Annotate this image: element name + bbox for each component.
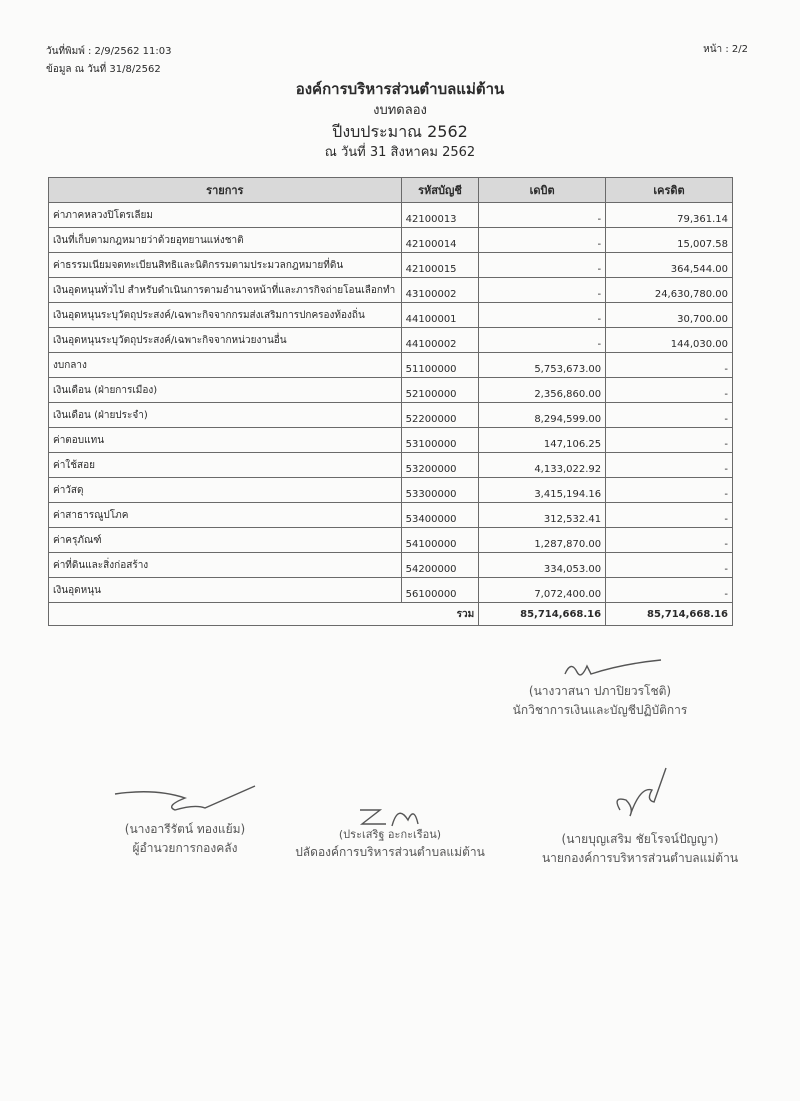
report-titles <box>0 80 800 161</box>
clerk-title: ปลัดองค์การบริหารส่วนตำบลแม่ต้าน <box>295 845 485 860</box>
page-number: หน้า : 2/2 <box>703 44 748 55</box>
row-credit: 364,544.00 <box>606 253 733 278</box>
header-credit: เครดิต <box>606 178 733 203</box>
clerk-name: (ประเสริฐ อะกะเรือน) <box>338 828 442 841</box>
row-item: เงินอุดหนุนระบุวัตถุประสงค์/เฉพาะกิจจากกรมส่งเสริมการปกครองท้องถิ่น <box>49 303 402 328</box>
table-row <box>49 453 733 478</box>
row-account-code: 43100002 <box>401 278 479 303</box>
row-debit: 2,356,860.00 <box>479 378 606 403</box>
signature-treasury-director <box>90 780 280 857</box>
row-credit: - <box>606 403 733 428</box>
table-row <box>49 403 733 428</box>
table-row <box>49 428 733 453</box>
row-account-code: 52100000 <box>401 378 479 403</box>
row-credit: 30,700.00 <box>606 303 733 328</box>
total-credit: 85,714,668.16 <box>606 603 733 626</box>
row-credit: 24,630,780.00 <box>606 278 733 303</box>
row-debit: 1,287,870.00 <box>479 528 606 553</box>
row-item: เงินที่เก็บตามกฎหมายว่าด้วยอุทยานแห่งชาติ <box>49 228 402 253</box>
row-item: เงินเดือน (ฝ่ายประจำ) <box>49 403 402 428</box>
row-account-code: 53200000 <box>401 453 479 478</box>
row-debit: - <box>479 278 606 303</box>
as-of-date-title: ณ วันที่ 31 สิงหาคม 2562 <box>324 145 476 160</box>
mayor-name: (นายบุญเสริม ชัยโรจน์ปัญญา) <box>561 832 719 846</box>
table-row <box>49 553 733 578</box>
row-item: ค่าสาธารณูปโภค <box>49 503 402 528</box>
fiscal-year-title: ปีงบประมาณ 2562 <box>332 122 468 141</box>
row-credit: - <box>606 378 733 403</box>
row-debit: - <box>479 253 606 278</box>
trial-balance-table <box>48 177 733 626</box>
row-debit: 3,415,194.16 <box>479 478 606 503</box>
row-debit: - <box>479 328 606 353</box>
table-row <box>49 578 733 603</box>
row-credit: 144,030.00 <box>606 328 733 353</box>
row-debit: 8,294,599.00 <box>479 403 606 428</box>
row-credit: - <box>606 578 733 603</box>
row-item: ค่าตอบแทน <box>49 428 402 453</box>
handwritten-signature-1 <box>525 652 675 682</box>
table-row <box>49 228 733 253</box>
table-row <box>49 503 733 528</box>
row-item: เงินอุดหนุนระบุวัตถุประสงค์/เฉพาะกิจจากหน่วยงานอื่น <box>49 328 402 353</box>
row-debit: - <box>479 228 606 253</box>
finance-officer-title: นักวิชาการเงินและบัญชีปฏิบัติการ <box>512 702 688 717</box>
table-row <box>49 478 733 503</box>
row-credit: - <box>606 503 733 528</box>
row-account-code: 51100000 <box>401 353 479 378</box>
row-debit: 4,133,022.92 <box>479 453 606 478</box>
row-credit: - <box>606 353 733 378</box>
row-item: ค่าใช้สอย <box>49 453 402 478</box>
header-debit: เดบิต <box>479 178 606 203</box>
row-credit: - <box>606 528 733 553</box>
treasury-director-title: ผู้อำนวยการกองคลัง <box>132 840 238 855</box>
row-credit: - <box>606 553 733 578</box>
signature-finance-officer <box>480 652 720 719</box>
row-account-code: 53300000 <box>401 478 479 503</box>
table-row <box>49 253 733 278</box>
table-row <box>49 353 733 378</box>
mayor-title: นายกองค์การบริหารส่วนตำบลแม่ต้าน <box>541 850 739 865</box>
row-account-code: 42100013 <box>401 203 479 228</box>
header-item: รายการ <box>49 178 402 203</box>
handwritten-signature-4 <box>590 760 690 830</box>
row-debit: 5,753,673.00 <box>479 353 606 378</box>
table-row <box>49 203 733 228</box>
row-account-code: 56100000 <box>401 578 479 603</box>
row-credit: 79,361.14 <box>606 203 733 228</box>
row-account-code: 42100015 <box>401 253 479 278</box>
table-row <box>49 303 733 328</box>
total-debit: 85,714,668.16 <box>479 603 606 626</box>
row-debit: - <box>479 203 606 228</box>
row-debit: 312,532.41 <box>479 503 606 528</box>
row-item: ค่าวัสดุ <box>49 478 402 503</box>
print-date: วันที่พิมพ์ : 2/9/2562 11:03 <box>46 46 172 57</box>
table-body <box>49 203 733 603</box>
row-item: ค่าธรรมเนียมจดทะเบียนสิทธิและนิติกรรมตามประมวลกฎหมายที่ดิน <box>49 253 402 278</box>
row-account-code: 42100014 <box>401 228 479 253</box>
signature-chief-administrator <box>290 800 490 862</box>
table-header-row <box>49 178 733 203</box>
row-account-code: 54100000 <box>401 528 479 553</box>
table-row <box>49 328 733 353</box>
row-account-code: 52200000 <box>401 403 479 428</box>
header-account-code: รหัสบัญชี <box>401 178 479 203</box>
row-credit: - <box>606 453 733 478</box>
row-credit: - <box>606 478 733 503</box>
signature-mayor <box>525 760 755 867</box>
row-account-code: 54200000 <box>401 553 479 578</box>
table-row <box>49 378 733 403</box>
row-account-code: 44100002 <box>401 328 479 353</box>
row-debit: 7,072,400.00 <box>479 578 606 603</box>
table-row <box>49 528 733 553</box>
total-label: รวม <box>49 603 479 626</box>
row-item: ค่าครุภัณฑ์ <box>49 528 402 553</box>
row-item: เงินอุดหนุนทั่วไป สำหรับดำเนินการตามอำนาจหน้าที่และภารกิจถ่ายโอนเลือกทำ <box>49 278 402 303</box>
data-date: ข้อมูล ณ วันที่ 31/8/2562 <box>46 64 161 75</box>
row-credit: 15,007.58 <box>606 228 733 253</box>
row-credit: - <box>606 428 733 453</box>
row-item: เงินเดือน (ฝ่ายการเมือง) <box>49 378 402 403</box>
row-item: งบกลาง <box>49 353 402 378</box>
row-item: ค่าภาคหลวงปิโตรเลียม <box>49 203 402 228</box>
row-debit: 147,106.25 <box>479 428 606 453</box>
row-debit: 334,053.00 <box>479 553 606 578</box>
finance-officer-name: (นางวาสนา ปภาปิยวรโชติ) <box>528 684 672 698</box>
total-row <box>49 603 733 626</box>
row-account-code: 53100000 <box>401 428 479 453</box>
row-account-code: 53400000 <box>401 503 479 528</box>
row-item: ค่าที่ดินและสิ่งก่อสร้าง <box>49 553 402 578</box>
handwritten-signature-2 <box>95 780 275 820</box>
report-title: งบทดลอง <box>373 102 427 118</box>
row-item: เงินอุดหนุน <box>49 578 402 603</box>
table-row <box>49 278 733 303</box>
row-debit: - <box>479 303 606 328</box>
row-account-code: 44100001 <box>401 303 479 328</box>
treasury-director-name: (นางอารีรัตน์ ทองแย้ม) <box>124 822 246 836</box>
organization-title: องค์การบริหารส่วนตำบลแม่ต้าน <box>295 80 505 98</box>
